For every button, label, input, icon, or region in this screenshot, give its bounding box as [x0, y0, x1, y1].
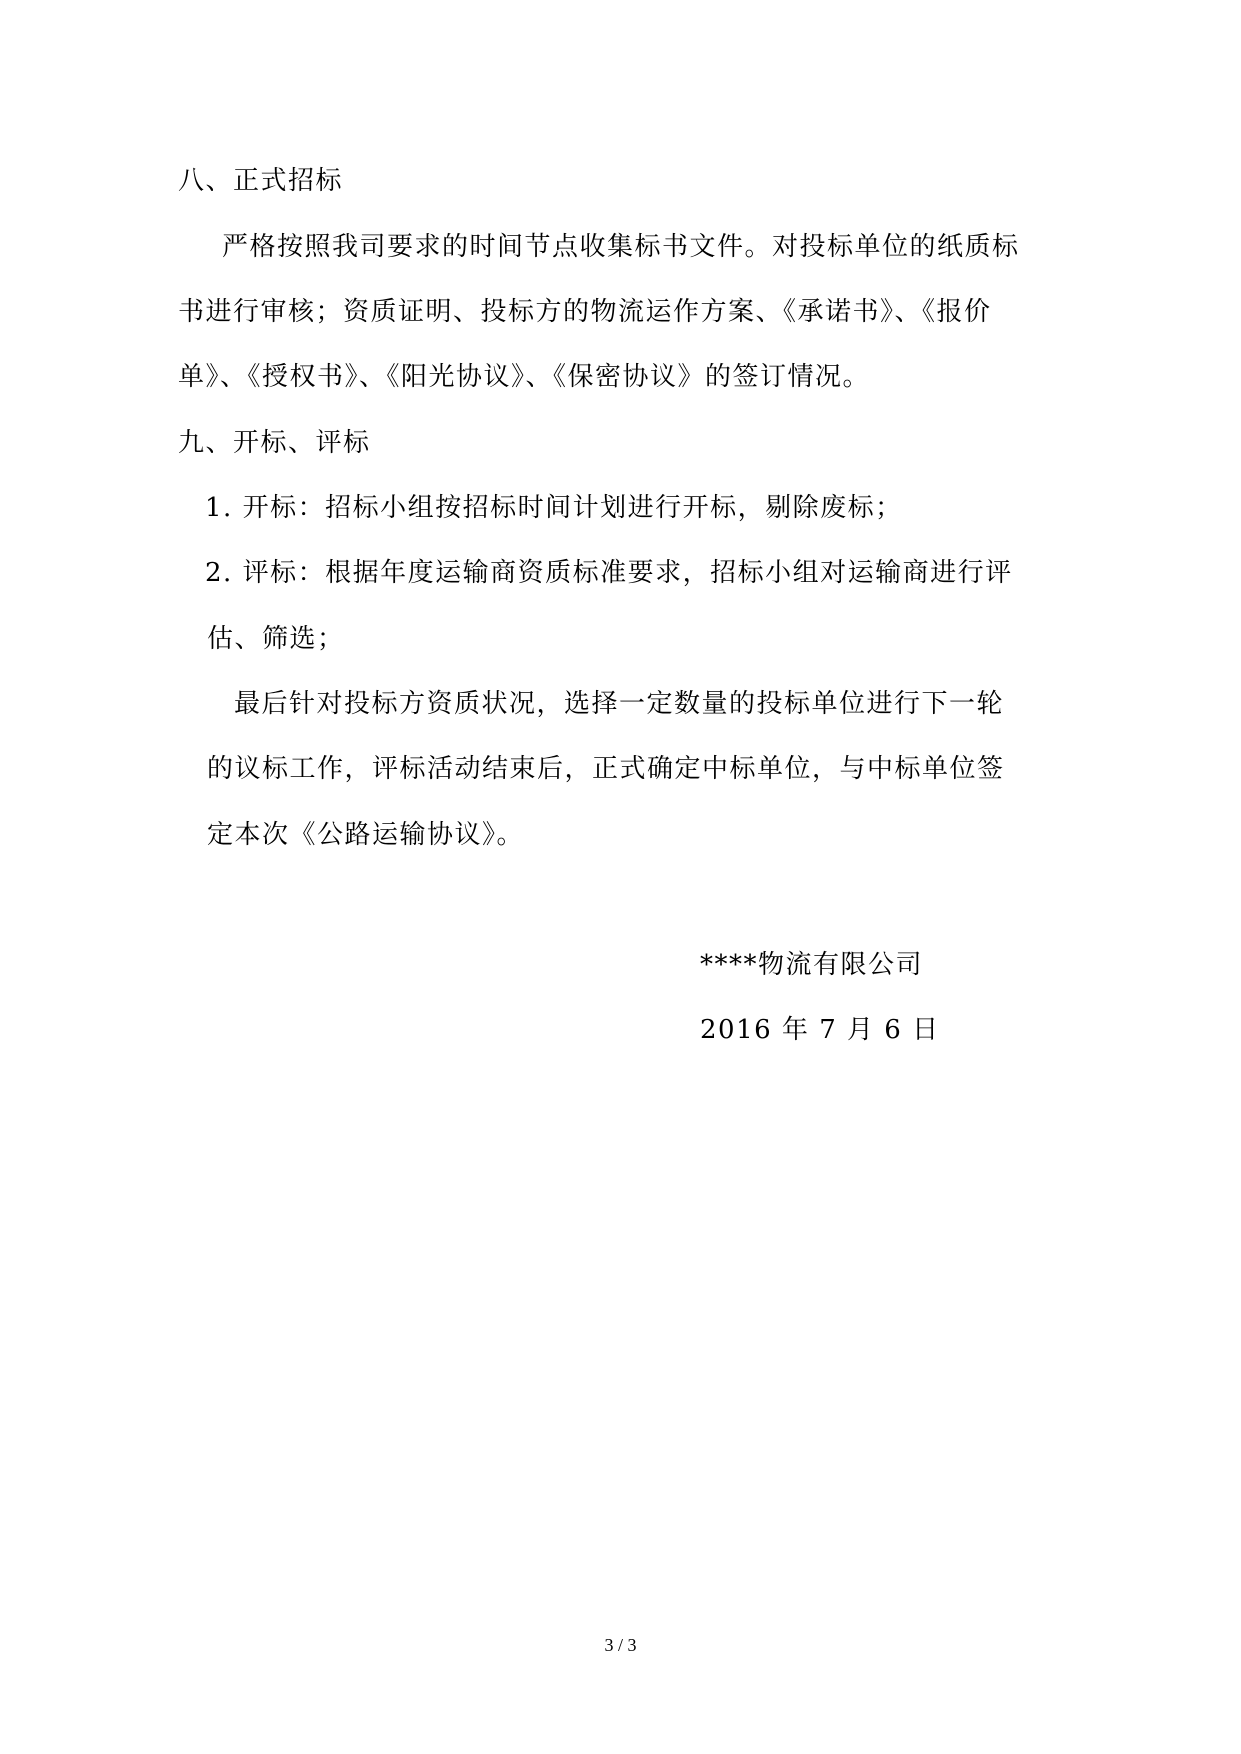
section-8-paragraph-line-2: 书进行审核；资质证明、投标方的物流运作方案、《承诺书》、《报价: [178, 297, 992, 327]
list-item-opening: 1. 开标：招标小组按招标时间计划进行开标，剔除废标；: [205, 493, 903, 523]
signature-date: 2016 年 7 月 6 日: [700, 1015, 940, 1045]
section-9-heading: 九、开标、评标: [178, 428, 371, 458]
section-8-paragraph-line-3: 单》、《授权书》、《阳光协议》、《保密协议》的签订情况。: [178, 362, 871, 392]
list-item-evaluation-line-2: 估、筛选；: [207, 624, 345, 654]
closing-paragraph-line-1: 最后针对投标方资质状况，选择一定数量的投标单位进行下一轮: [234, 689, 1005, 719]
list-item-evaluation-line-1: 2. 评标：根据年度运输商资质标准要求，招标小组对运输商进行评: [205, 558, 1013, 588]
section-8-paragraph-line-1: 严格按照我司要求的时间节点收集标书文件。对投标单位的纸质标: [222, 232, 1020, 262]
page-number: 3 / 3: [604, 1635, 637, 1655]
closing-paragraph-line-3: 定本次《公路运输协议》。: [207, 820, 525, 850]
signature-company: ****物流有限公司: [700, 950, 924, 980]
closing-paragraph-line-2: 的议标工作，评标活动结束后，正式确定中标单位，与中标单位签: [207, 754, 1005, 784]
section-8-heading: 八、正式招标: [178, 166, 344, 196]
